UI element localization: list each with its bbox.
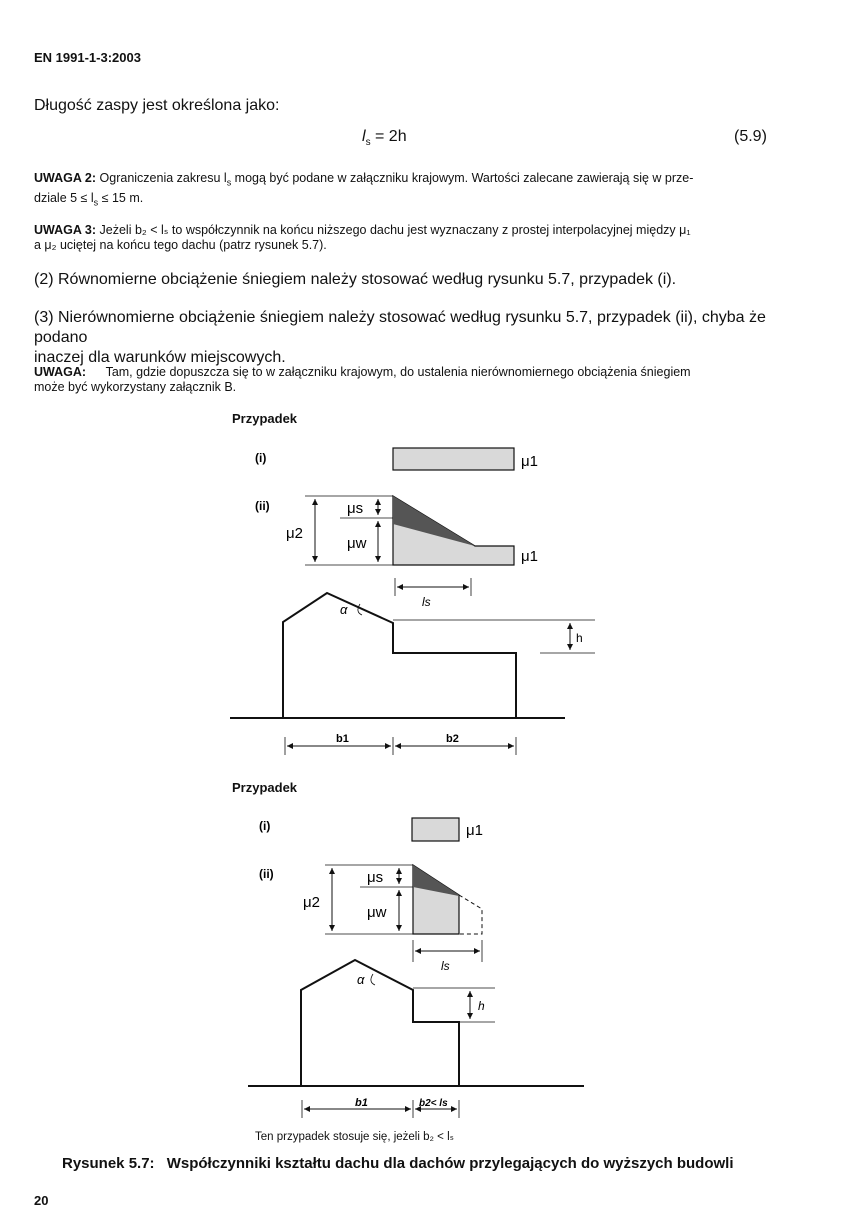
figure-caption: [62, 1155, 734, 1172]
fig2-building-outline: [301, 960, 459, 1086]
fig1-drift-light: [393, 496, 514, 565]
note-2-text-c: dziale 5 ≤ l: [34, 190, 94, 205]
intro-text: Długość zaspy jest określona jako:: [34, 97, 280, 114]
paragraph-3-line2: inaczej dla warunków miejscowych.: [34, 349, 286, 366]
note-2-text-d: ≤ 15 m.: [98, 190, 144, 205]
note-2-sub-s1: s: [226, 177, 232, 188]
note-2-label: UWAGA 2:: [34, 171, 97, 185]
fig1-mu1-ii: μ1: [521, 548, 538, 565]
fig1-b2: b2: [446, 733, 459, 745]
fig1-case-i: (i): [255, 451, 267, 465]
fig1-b1: b1: [336, 733, 349, 745]
fig2-b2-lt-ls: b2< ls: [419, 1098, 448, 1109]
paragraph-3-line1: (3) Nierównomierne obciążenie śniegiem należy stosować według rysunku 5.7, przypadek (ii), chyba że podano: [34, 309, 766, 346]
note-3-line2: a μ₂ uciętej na końcu tego dachu (patrz rysunek 5.7).: [34, 238, 327, 252]
fig2-ls: ls: [441, 959, 450, 973]
fig1-h: h: [576, 631, 583, 645]
paragraph-2: (2) Równomierne obciążenie śniegiem należy stosować według rysunku 5.7, przypadek (i).: [34, 271, 677, 288]
fig1-case-ii: (ii): [255, 499, 270, 513]
note-2-text-b: mogą być podane w załączniku krajowym. Wartości zalecane zawierają się w prze-: [231, 171, 694, 185]
fig2-mu2: μ2: [303, 894, 320, 911]
equation-number: (5.9): [734, 128, 767, 145]
note-4-line2: może być wykorzystany załącznik B.: [34, 380, 237, 394]
fig2-case-i: (i): [259, 819, 271, 833]
note-3-line1: Jeżeli b₂ < lₛ to współczynnik na końcu niższego dachu jest wyznaczany z prostej interpolacyjnej między μ₁: [99, 223, 691, 237]
equation-sub: s: [365, 137, 371, 149]
note-3-label: UWAGA 3:: [34, 223, 97, 237]
fig1-mu2: μ2: [286, 525, 303, 542]
figure-footnote: Ten przypadek stosuje się, jeżeli b₂ < lₛ: [255, 1131, 454, 1143]
fig1-building-outline: [283, 593, 516, 718]
note-4-line1: Tam, gdzie dopuszcza się to w załączniku krajowym, do ustalenia nierównomiernego obciążenia śniegiem: [105, 365, 691, 379]
note-2-text-a: Ograniczenia zakresu l: [99, 171, 227, 185]
caption-label: Rysunek 5.7:: [62, 1155, 155, 1172]
note-2-sub-s2: s: [93, 197, 99, 207]
fig2-uniform-load-block: [412, 818, 459, 841]
fig2-mu1-i: μ1: [466, 822, 483, 839]
equation-rhs: = 2h: [375, 128, 407, 145]
fig1-ls: ls: [422, 595, 431, 609]
caption-title: Współczynniki kształtu dachu dla dachów przylegających do wyższych budowli: [166, 1155, 734, 1172]
fig1-uniform-load-block: [393, 448, 514, 470]
fig2-alpha-arc: [371, 974, 375, 985]
figure-2-case-label: Przypadek: [232, 780, 298, 795]
fig1-muw: μw: [347, 535, 367, 552]
fig1-mus: μs: [347, 500, 364, 517]
equation-lhs: l: [362, 128, 366, 145]
fig2-h: h: [478, 999, 485, 1013]
fig2-drift-cut-dashed: [459, 895, 482, 934]
fig2-b1: b1: [355, 1097, 368, 1109]
document-code: EN 1991-1-3:2003: [34, 50, 141, 65]
fig1-alpha: α: [340, 602, 348, 617]
figure-1-case-label: Przypadek: [232, 411, 298, 426]
fig2-alpha: α: [357, 972, 365, 987]
note-4-label: UWAGA:: [34, 365, 87, 379]
page-number: 20: [34, 1193, 49, 1208]
fig2-muw: μw: [367, 904, 387, 921]
fig2-case-ii: (ii): [259, 867, 274, 881]
fig2-mus: μs: [367, 869, 384, 886]
fig1-mu1-i: μ1: [521, 453, 538, 470]
